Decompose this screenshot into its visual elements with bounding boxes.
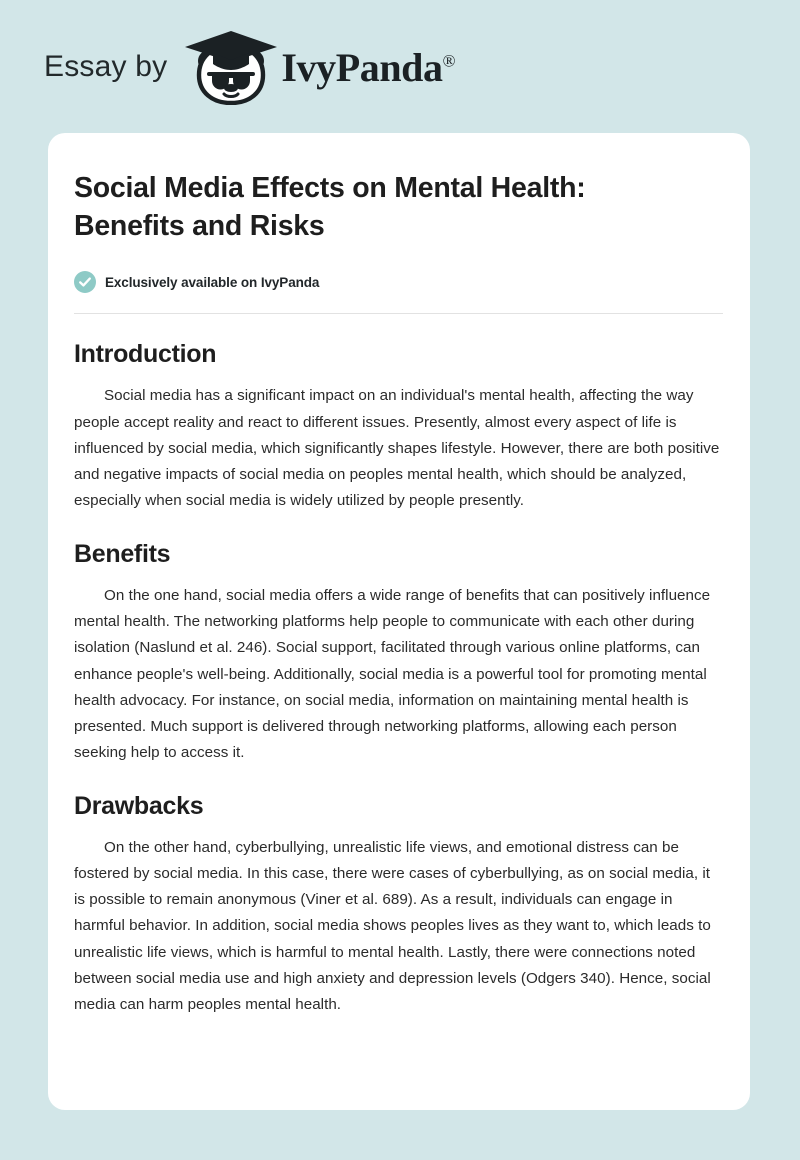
section-heading: Benefits [74, 540, 171, 569]
registered-trademark-mark: ® [442, 51, 456, 71]
section-drawbacks [74, 792, 723, 1018]
section-heading: Drawbacks [74, 792, 204, 821]
brand-name-text: IvyPanda [281, 44, 443, 90]
exclusive-availability-badge [74, 271, 723, 293]
section-benefits [74, 540, 723, 766]
brand-header [0, 0, 800, 133]
section-heading: Introduction [74, 340, 217, 369]
section-paragraph: On the one hand, social media offers a wide range of benefits that can positively influence mental health. The networking platforms help people to communicate with each other during isolation (Naslund et al. 246). Social support, facilitated through various online platforms, can enhance people's well-being. Additionally, social media is a powerful tool for promoting mental health advocacy. For instance, on social media, information on maintaining mental health is presented. Much support is delivered through networking platforms, allowing each person seeking help to access it. [74, 587, 711, 761]
page-title: Social Media Effects on Mental Health: Benefits and Risks [74, 172, 586, 243]
essay-by-label: Essay by [44, 49, 168, 83]
panda-graduate-logo-icon [183, 31, 279, 105]
ivypanda-logo-link[interactable] [183, 31, 455, 105]
check-circle-icon [74, 271, 96, 293]
essay-document-card [48, 133, 750, 1110]
exclusive-badge-label: Exclusively available on IvyPanda [105, 274, 320, 290]
section-paragraph: Social media has a significant impact on an individual's mental health, affecting the way people accept reality and react to different issues. Presently, almost every aspect of life is influenced by social media, which significantly shapes lifestyle. However, there are both positive and negative impacts of social media on peoples mental health, which should be analyzed, especially when social media is widely utilized by people presently. [74, 387, 720, 509]
title-divider [74, 313, 723, 314]
section-paragraph: On the other hand, cyberbullying, unrealistic life views, and emotional distress can be fostered by social media. In this case, there were cases of cyberbullying, as on social media, it is possible to remain anonymous (Viner et al. 689). As a result, individuals can engage in harmful behavior. In addition, social media shows peoples lives as they want to, which leads to unrealistic life views, which is harmful to mental health. Lastly, there were connections noted between social media use and high anxiety and depression levels (Odgers 340). Hence, social media can harm peoples mental health. [74, 839, 711, 1013]
section-introduction [74, 340, 723, 514]
brand-wordmark [281, 44, 456, 90]
